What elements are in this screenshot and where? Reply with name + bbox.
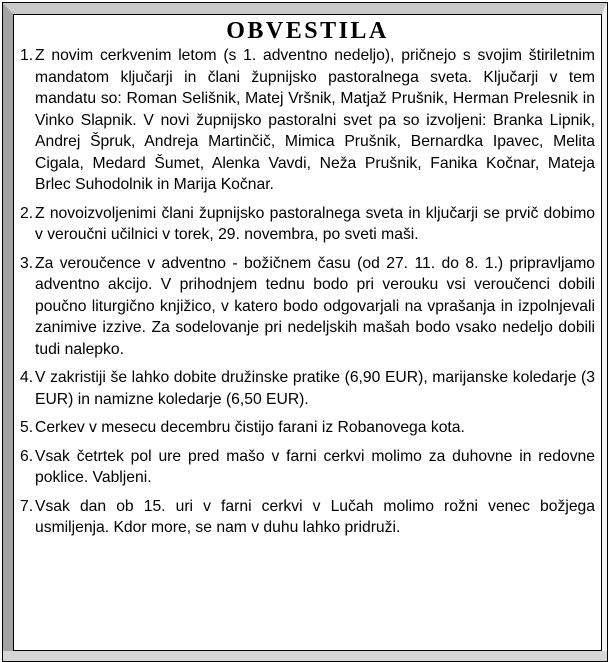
frame-bevel-bottom <box>3 651 607 661</box>
item-text: Cerkev v mesecu decembru čistijo farani iz Robanovega kota. <box>35 419 465 436</box>
item-text: Z novim cerkvenim letom (s 1. adventno nedeljo), pričnejo s svojim štiriletnim mandatom ključarji in člani župnijsko pastoralnega sveta. Ključarji v tem mandatu so: Roman Selišnik, Matej Vršnik, Matjaž Prušnik, Herman Prelesnik in Vinko Slapnik. V novi župnijsko pastoralni svet pa so izvoljeni: Branka Lipnik, Andrej Špruk, Andreja Martinčič, Mimica Prušnik, Bernardka Ipavec, Melita Cigala, Medard Šumet, Alenka Vavdi, Neža Prušnik, Fanika Kočnar, Mateja Brlec Suhodolnik in Marija Kočnar. <box>35 47 595 193</box>
frame-bevel-left <box>3 3 13 661</box>
frame-bevel-right <box>602 3 607 661</box>
notice-frame <box>2 2 608 662</box>
item-number: 4. <box>20 369 34 386</box>
frame-bevel-top <box>3 3 607 14</box>
item-number: 3. <box>20 254 34 272</box>
item-number: 2. <box>20 204 34 222</box>
page-title: OBVESTILA <box>226 18 389 44</box>
item-text: V zakristiji še lahko dobite družinske pratike (6,90 EUR), marijanske koledarje (3 EUR) in namizne koledarje (6,50 EUR). <box>35 369 595 408</box>
item-text: Z novoizvoljenimi člani župnijsko pastoralnega sveta in ključarji se prvič dobimo v veroučni učilnici v torek, 29. novembra, po sveti maši. <box>35 204 595 243</box>
notice-item <box>14 45 595 196</box>
notice-item <box>14 496 595 539</box>
item-text: Vsak četrtek pol ure pred mašo v farni cerkvi molimo za duhovne in redovne poklice. Vabljeni. <box>35 447 595 486</box>
notice-box <box>13 14 602 651</box>
notice-item <box>14 417 595 439</box>
item-text: Vsak dan ob 15. uri v farni cerkvi v Lučah molimo rožni venec božjega usmiljenja. Kdor more, se nam v duhu lahko pridruži. <box>35 497 595 536</box>
item-text: Za veroučence v adventno - božičnem času (od 27. 11. do 8. 1.) pripravljamo adventno akcijo. V prihodnjem tednu bodo pri verouku vsi veroučenci dobili poučno liturgično knjižico, v katero bodo odgovarjali na vprašanja in izpolnjevali zanimive izzive. Za sodelovanje pri nedeljskih mašah bodo vsako nedeljo dobili tudi nalepko. <box>35 254 595 358</box>
item-number: 7. <box>20 497 34 515</box>
notice-item <box>14 253 595 361</box>
notice-item <box>14 367 595 410</box>
notice-item <box>14 446 595 489</box>
item-number: 1. <box>20 47 34 64</box>
notice-item <box>14 203 595 246</box>
notice-list <box>14 45 601 539</box>
item-number: 5. <box>20 419 34 436</box>
item-number: 6. <box>20 447 34 465</box>
